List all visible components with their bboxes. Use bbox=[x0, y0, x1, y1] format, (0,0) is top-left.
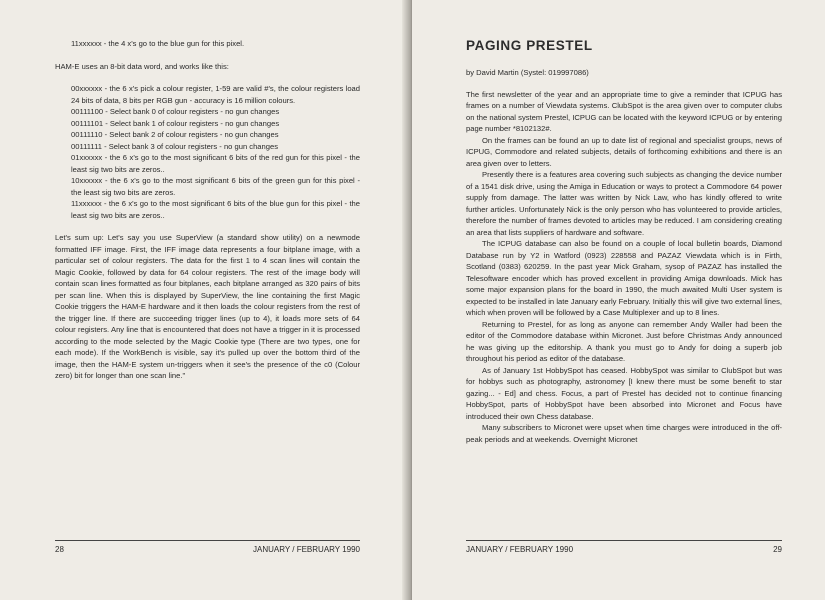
paragraph: As of January 1st HobbySpot has ceased. HobbySpot was similar to ClubSpot but was for hobbys such as photography, astronomey [I knew there must be some benefit to star gazing... - Ed] and chess. Focus, a part of Prestel has decided not to continue financing HobbySpot, parts of HobbySpot have been absorbed into Micronet and Focus have introduced their own Chess database. bbox=[466, 365, 782, 421]
right-footer bbox=[466, 540, 782, 554]
ham-line: HAM-E uses an 8-bit data word, and works like this: bbox=[55, 61, 229, 71]
paragraph: The ICPUG database can also be found on a couple of local bulletin boards, Diamond Database run by Y2 in Watford (0923) 228558 and PAZAZ Viewdata which is in Firth, Scotland (0383) 620259. In the past year Mick Graham, sysop of PAZAZ has installed the Telesoftware encoder which has proved excellent in providing Amiga downloads. Mick has some major expansion plans for the board in 1990, the much awaited Multi User system is expected to be installed in late January early February. Initially this will give two external lines, which when proven will be followed by a Case Multiplexer and up to 8 lines. bbox=[466, 239, 782, 317]
paragraph: Many subscribers to Micronet were upset when time charges were introduced in the off-peak periods and at weekends. Overnight Micronet bbox=[466, 423, 782, 444]
right-page bbox=[412, 0, 825, 600]
list-item: 01xxxxxx - the 6 x's go to the most significant 6 bits of the red gun for this pixel - the least sig two bits are zeros.. bbox=[71, 153, 360, 174]
paragraph: The first newsletter of the year and an appropriate time to give a reminder that ICPUG has frames on a number of Viewdata systems. ClubSpot is the area given over to computer clubs on the national system Prestel, ICPUG can be located with the keyword ICPUG or by entering page number *8102132#. bbox=[466, 89, 782, 133]
summary-paragraph: Let's sum up: Let's say you use SuperView (a standard show utility) on a newmode formatted IFF image. First, the IFF image data represents a four bitplane image, with a particular set of colour registers. The data for the first 1 to 4 scan lines will contain the Magic Cookie, followed by data for 64 colour registers. The rest of the image body will contain scan lines formatted as four bitplanes, each bitplane arranged as 320 pairs of bits per scan line. When this is displayed by SuperView, the line containing the first Magic Cookie triggers the HAM-E hardware and it then loads the colour registers from the rest of the trigger line. If there are succeeding trigger lines (up to 4), it loads more sets of 64 colour registers. Any line that is encountered that does not have a trigger in it is processed according to the mode selected by the Magic Cookie type (There are two types, one for each mode). If the WorkBench is visible, say it's pulled up over the bottom third of the image, then the HAM-E system un-triggers when it see's the presence of the c0 (Colour zero) bit for longer than one scan line." bbox=[55, 233, 360, 380]
paragraph: On the frames can be found an up to date list of regional and specialist groups, news of ICPUG, Commodore and related subjects, details of forthcoming exhibitions and there is an area given over to letters. bbox=[466, 135, 782, 168]
page-number: 28 bbox=[55, 545, 64, 554]
list-item: 00111101 - Select bank 1 of colour registers - no gun changes bbox=[71, 118, 280, 128]
list-item: 00xxxxxx - the 6 x's pick a colour register, 1-59 are valid #'s, the colour registers load 24 bits of data, 8 bits per RGB gun - accuracy is 16 million colours. bbox=[71, 84, 360, 105]
bit-list bbox=[71, 83, 360, 221]
paragraph: Presently there is a features area covering such subjects as changing the device number of a 1541 disk drive, using the Amiga in Education or ways to protect a Commodore 64 power supply from damage. The latter was written by Nick Law, who has kindly offered to write further articles. Unfortunately Nick is the only person who has volunteered to provide articles, therefore the number of frames devoted to articles may be reduced. I am considering creating an area that lists suppliers of hardware and software. bbox=[466, 170, 782, 237]
list-item: 10xxxxxx - the 6 x's go to the most significant 6 bits of the green gun for this pixel - the least sig two bits are zeros. bbox=[71, 176, 360, 197]
list-item: 00111100 - Select bank 0 of colour registers - no gun changes bbox=[71, 107, 280, 116]
paragraph: Returning to Prestel, for as long as anyone can remember Andy Waller had been the editor of the Commodore database within Micronet. Just before Christmas Andy announced he was giving up the editorship. A thank you must go to Andy for doing a superb job throughout his period as editor of the database. bbox=[466, 319, 782, 363]
issue-date: JANUARY / FEBRUARY 1990 bbox=[466, 545, 574, 554]
byline: by David Martin (Systel: 019997086) bbox=[466, 68, 589, 77]
issue-date: JANUARY / FEBRUARY 1990 bbox=[252, 545, 360, 554]
intro-line: 11xxxxxx - the 4 x's go to the blue gun for this pixel. bbox=[71, 39, 245, 48]
left-column bbox=[55, 38, 360, 382]
list-item: 11xxxxxx - the 6 x's go to the most significant 6 bits of the blue gun for this pixel - the least sig two bits are zeros.. bbox=[71, 199, 360, 220]
page-number: 29 bbox=[773, 545, 782, 554]
left-page bbox=[0, 0, 410, 600]
right-column bbox=[466, 38, 782, 445]
article-title: PAGING PRESTEL bbox=[466, 38, 593, 53]
list-item: 00111111 - Select bank 3 of colour registers - no gun changes bbox=[71, 141, 278, 151]
list-item: 00111110 - Select bank 2 of colour registers - no gun changes bbox=[71, 130, 279, 139]
left-footer bbox=[55, 540, 360, 554]
